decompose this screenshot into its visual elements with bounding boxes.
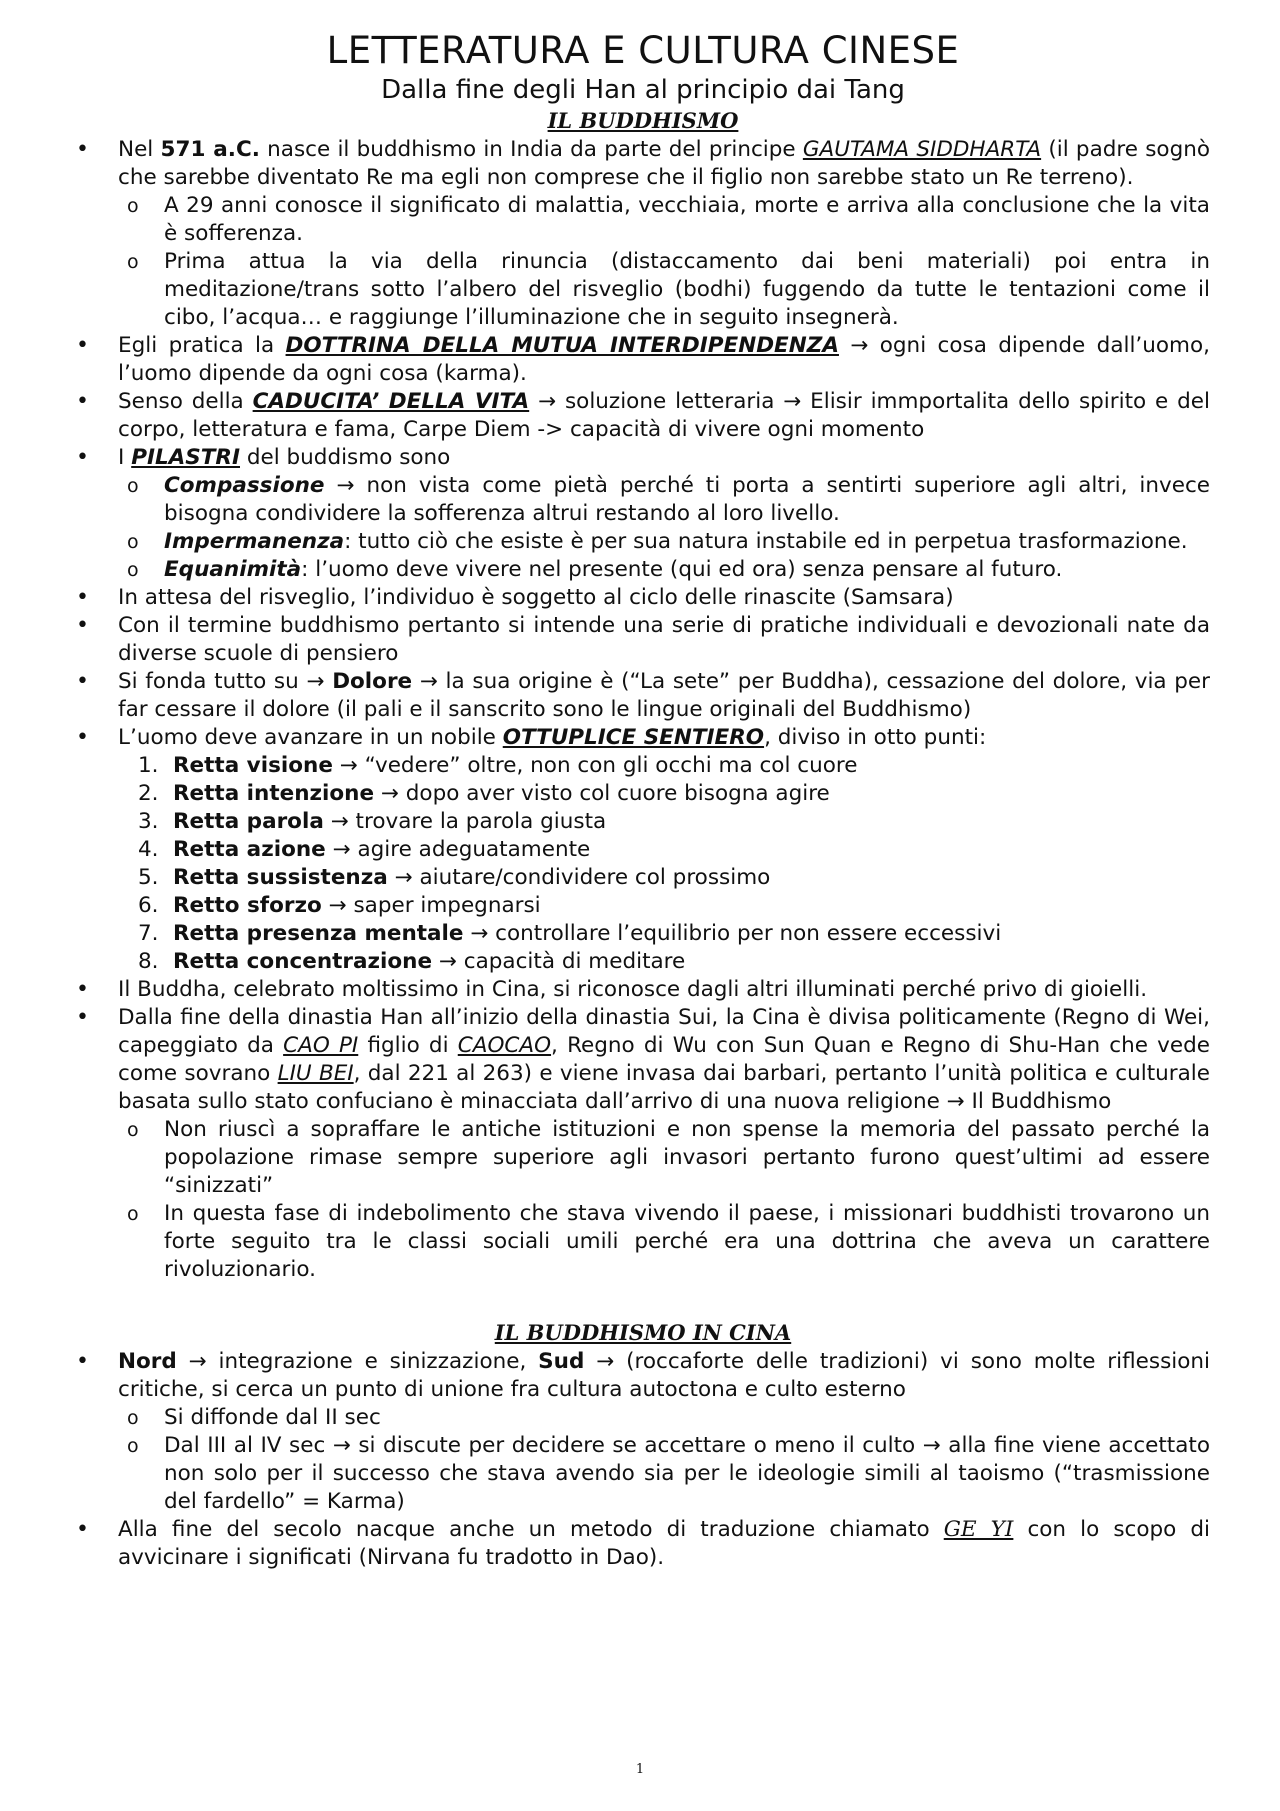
right-arrow-icon: →: [470, 921, 489, 946]
main-list-2: [76, 1348, 1210, 1572]
term-sud: Sud: [538, 1349, 585, 1374]
name-gautama: GAUTAMA SIDDHARTA: [802, 137, 1042, 162]
term-ottuplice-sentiero: OTTUPLICE SENTIERO: [502, 725, 765, 750]
sub-list-item: o Dal III al IV sec → si discute per decidere se accettare o meno il culto → alla fine viene accettato non solo per il successo che stava avendo sia per le ideologie simili al taoismo (“trasmissione del fardello” = Karma): [118, 1432, 1210, 1516]
name-cao-pi: CAO PI: [283, 1033, 359, 1058]
list-item: • Nel 571 a.C. nasce il buddhismo in India da parte del principe GAUTAMA SIDDHARTA (il padre sognò che sarebbe diventato Re ma egli non comprese che il figlio non sarebbe stato un Re terreno). o A 29 anni conosce il significato di malattia, vecchiaia, morte e arriva alla conclusione che la vita è sofferenza. o Prima attua la via della rinuncia (distaccamento dai beni materiali) poi entra in meditazione/trans sotto l’albero del risveglio (bodhi) fuggendo da tutte le tentazioni come il cibo, l’acqua… e raggiunge l’illuminazione che in seguito insegnerà.: [76, 136, 1210, 332]
numbered-item: 7. Retta presenza mentale → controllare l’equilibrio per non essere eccessivi: [138, 921, 1002, 946]
sub-list: [118, 192, 1210, 332]
right-arrow-icon: →: [538, 389, 557, 414]
right-arrow-icon: →: [332, 1433, 351, 1458]
right-arrow-icon: →: [328, 893, 347, 918]
sub-list-item: o Equanimità: l’uomo deve vivere nel presente (qui ed ora) senza pensare al futuro.: [118, 556, 1210, 584]
document-subtitle: Dalla fine degli Han al principio dai Tang: [381, 75, 905, 105]
right-arrow-icon: →: [922, 1433, 941, 1458]
list-item: • I PILASTRI del buddismo sono o Compassione → non vista come pietà perché ti porta a sentirti superiore agli altri, invece bisogna condividere la sofferenza altrui restando al loro livello. o Impermanenza: tutto ciò che esiste è per sua natura instabile ed in perpetua trasformazione. o Equanimità: l’uomo deve vivere nel presente (qui ed ora) senza pensare al futuro.: [76, 444, 1210, 584]
right-arrow-icon: →: [330, 809, 349, 834]
term-impermanenza: Impermanenza: [164, 529, 345, 554]
term-dottrina: DOTTRINA DELLA MUTUA INTERDIPENDENZA: [285, 333, 839, 358]
numbered-item: 4. Retta azione → agire adeguatamente: [138, 837, 591, 862]
sub-list: [118, 1404, 1210, 1516]
list-item: • L’uomo deve avanzare in un nobile OTTUPLICE SENTIERO, diviso in otto punti: 1. Retta visione → “vedere” oltre, non con gli occhi ma col cuore 2. Retta intenzione → dopo aver visto col cuore bisogna agire 3. Retta parola → trovare la parola giusta 4. Retta azione → agire adeguatamente 5. Retta sussistenza → aiutare/condividere col prossimo 6. Retto sforzo → saper impegnarsi 7. Retta presenza mentale → controllare l’equilibrio per non essere eccessivi 8. Retta concentrazione → capacità di meditare: [76, 724, 1210, 976]
sub-list-item: o Non riuscì a sopraffare le antiche istituzioni e non spense la memoria del passato perché la popolazione rimase sempre superiore agli invasori pertanto furono quest’ultimi ad essere “sinizzati”: [118, 1116, 1210, 1200]
sub-list-item: o A 29 anni conosce il significato di malattia, vecchiaia, morte e arriva alla conclusione che la vita è sofferenza.: [118, 192, 1210, 248]
numbered-item: 2. Retta intenzione → dopo aver visto col cuore bisogna agire: [138, 781, 830, 806]
right-arrow-icon: →: [336, 473, 355, 498]
name-liu-bei: LIU BEI: [277, 1061, 354, 1086]
right-arrow-icon: →: [783, 389, 802, 414]
term-equanimita: Equanimità: [164, 557, 302, 582]
right-arrow-icon: →: [306, 669, 325, 694]
sub-list: [118, 1116, 1210, 1284]
numbered-item: 5. Retta sussistenza → aiutare/condividere col prossimo: [138, 865, 771, 890]
right-arrow-icon: →: [332, 837, 351, 862]
list-item: • Alla fine del secolo nacque anche un metodo di traduzione chiamato GE YI con lo scopo di avvicinare i significati (Nirvana fu tradotto in Dao).: [76, 1516, 1210, 1572]
sub-list-item: o Compassione → non vista come pietà perché ti porta a sentirti superiore agli altri, invece bisogna condividere la sofferenza altrui restando al loro livello.: [118, 472, 1210, 528]
date-text: 571 a.C.: [160, 137, 260, 162]
right-arrow-icon: →: [188, 1349, 207, 1374]
term-nord: Nord: [118, 1349, 177, 1374]
list-item: • Dalla fine della dinastia Han all’inizio della dinastia Sui, la Cina è divisa politicamente (Regno di Wei, capeggiato da CAO PI figlio di CAOCAO, Regno di Wu con Sun Quan e Regno di Shu-Han che vede come sovrano LIU BEI, dal 221 al 263) e viene invasa dai barbari, pertanto l’unità politica e culturale basata sullo stato confuciano è minacciata dall’arrivo di una nuova religione → Il Buddhismo o Non riuscì a sopraffare le antiche istituzioni e non spense la memoria del passato perché la popolazione rimase sempre superiore agli invasori pertanto furono quest’ultimi ad essere “sinizzati” o In questa fase di indebolimento che stava vivendo il paese, i missionari buddhisti trovarono un forte seguito tra le classi sociali umili perché era una dottrina che aveva un carattere rivoluzionario.: [76, 1004, 1210, 1284]
list-item: • Nord → integrazione e sinizzazione, Sud → (roccaforte delle tradizioni) vi sono molte riflessioni critiche, si cerca un punto di unione fra cultura autoctona e culto esterno o Si diffonde dal II sec o Dal III al IV sec → si discute per decidere se accettare o meno il culto → alla fine viene accettato non solo per il successo che stava avendo sia per le ideologie simili al taoismo (“trasmissione del fardello” = Karma): [76, 1348, 1210, 1516]
right-arrow-icon: →: [596, 1349, 615, 1374]
list-item: • Si fonda tutto su → Dolore → la sua origine è (“La sete” per Buddha), cessazione del dolore, via per far cessare il dolore (il pali e il sanscrito sono le lingue originali del Buddhismo): [76, 668, 1210, 724]
sub-list-item: o In questa fase di indebolimento che stava vivendo il paese, i missionari buddhisti trovarono un forte seguito tra le classi sociali umili perché era una dottrina che aveva un carattere rivoluzionario.: [118, 1200, 1210, 1284]
right-arrow-icon: →: [850, 333, 869, 358]
term-caducita: CADUCITA’ DELLA VITA: [252, 389, 530, 414]
term-pilastri: PILASTRI: [131, 445, 240, 470]
sub-list-item: o Impermanenza: tutto ciò che esiste è per sua natura instabile ed in perpetua trasformazione.: [118, 528, 1210, 556]
document-title: LETTERATURA E CULTURA CINESE: [326, 29, 960, 72]
numbered-item: 1. Retta visione → “vedere” oltre, non con gli occhi ma col cuore: [138, 753, 858, 778]
term-dolore: Dolore: [332, 669, 413, 694]
numbered-item: 6. Retto sforzo → saper impegnarsi: [138, 893, 541, 918]
name-caocao: CAOCAO: [457, 1033, 552, 1058]
sub-list-item: o Prima attua la via della rinuncia (distaccamento dai beni materiali) poi entra in meditazione/trans sotto l’albero del risveglio (bodhi) fuggendo da tutte le tentazioni come il cibo, l’acqua… e raggiunge l’illuminazione che in seguito insegnerà.: [118, 248, 1210, 332]
numbered-list: [118, 752, 1210, 976]
list-item: • Senso della CADUCITA’ DELLA VITA → soluzione letteraria → Elisir immportalita dello spirito e del corpo, letteratura e fama, Carpe Diem -> capacità di vivere ogni momento: [76, 388, 1210, 444]
page-number: 1: [635, 1762, 645, 1777]
term-compassione: Compassione: [164, 473, 325, 498]
sub-list: [118, 472, 1210, 584]
numbered-item: 3. Retta parola → trovare la parola giusta: [138, 809, 607, 834]
section-heading-buddhismo: IL BUDDHISMO: [547, 108, 739, 133]
list-item: • Con il termine buddhismo pertanto si intende una serie di pratiche individuali e devozionali nate da diverse scuole di pensiero: [76, 612, 1210, 668]
section-heading-buddhismo-in-cina: IL BUDDHISMO IN CINA: [494, 1320, 792, 1345]
right-arrow-icon: →: [380, 781, 399, 806]
term-ge-yi: GE YI: [943, 1517, 1014, 1542]
right-arrow-icon: →: [339, 753, 358, 778]
right-arrow-icon: →: [438, 949, 457, 974]
numbered-item: 8. Retta concentrazione → capacità di meditare: [138, 949, 686, 974]
list-item: • Il Buddha, celebrato moltissimo in Cina, si riconosce dagli altri illuminati perché privo di gioielli.: [76, 976, 1210, 1004]
right-arrow-icon: →: [419, 669, 438, 694]
list-item: • In attesa del risveglio, l’individuo è soggetto al ciclo delle rinascite (Samsara): [76, 584, 1210, 612]
list-item: • Egli pratica la DOTTRINA DELLA MUTUA INTERDIPENDENZA → ogni cosa dipende dall’uomo, l’uomo dipende da ogni cosa (karma).: [76, 332, 1210, 388]
sub-list-item: o Si diffonde dal II sec: [118, 1404, 1210, 1432]
page-content: [76, 28, 1210, 1572]
main-list: [76, 136, 1210, 1284]
right-arrow-icon: →: [946, 1089, 965, 1114]
right-arrow-icon: →: [394, 865, 413, 890]
